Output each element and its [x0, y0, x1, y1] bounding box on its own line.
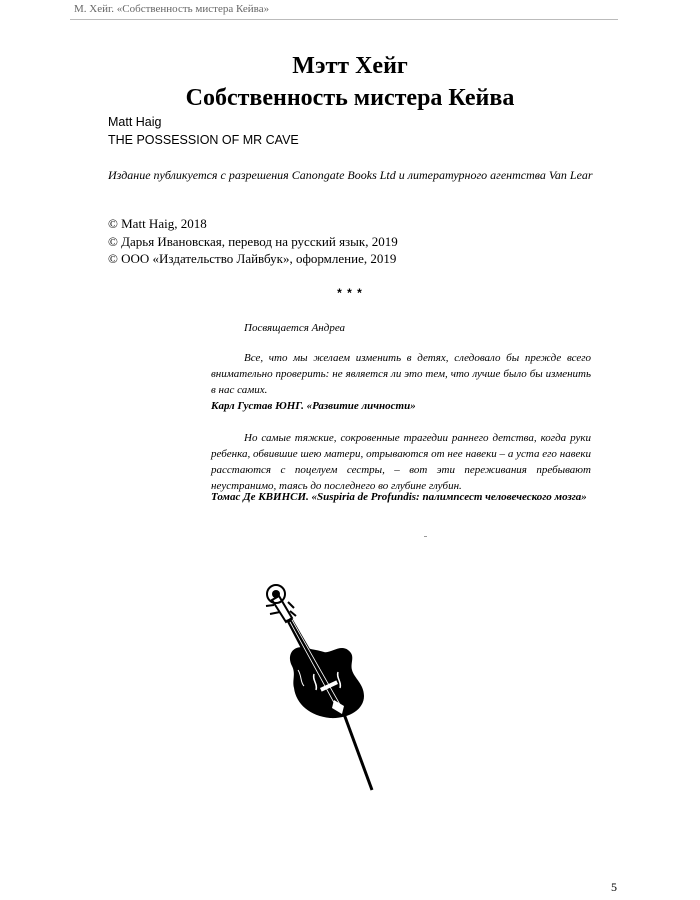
- epigraph-text: Но самые тяжкие, сокровенные трагедии раннего детства, когда руки ребенка, обвившие шею матери, отрываются от нее навеки – а уста его навеки расстаются с поцелуем сестры, – вот эти переживания пребывают неустранимо, таясь до последнего во глубине глубин.: [211, 432, 591, 492]
- header-rule: [70, 19, 618, 20]
- copyright-line: © Дарья Ивановская, перевод на русский язык, 2019: [108, 234, 398, 249]
- epigraph-text: Все, что мы желаем изменить в детях, следовало бы прежде всего внимательно проверить: не является ли это тем, что лучше было бы изменить в нас самих.: [211, 352, 591, 396]
- original-author: Matt Haig: [108, 115, 162, 129]
- running-header: М. Хейг. «Собственность мистера Кейва»: [74, 3, 270, 15]
- cello-illustration: [252, 578, 402, 793]
- epigraph-attribution: Карл Густав ЮНГ. «Развитие личности»: [211, 400, 416, 412]
- copyright-line: © ООО «Издательство Лайвбук», оформление, 2019: [108, 251, 397, 266]
- page-number: 5: [611, 880, 617, 894]
- copyright-line: © Matt Haig, 2018: [108, 216, 207, 231]
- cello-scroll: [266, 585, 296, 622]
- dedication: Посвящается Андреа: [244, 322, 346, 334]
- stray-mark: [424, 536, 427, 537]
- publication-notice: Издание публикуется с разрешения Canongate Books Ltd и литературного агентства Van Lear: [108, 168, 593, 182]
- epigraph-attribution: Томас Де КВИНСИ. «Suspiria de Profundis: палимпсест человеческого мозга»: [211, 491, 587, 503]
- book-author: Мэтт Хейг: [292, 53, 408, 79]
- section-separator: * * *: [337, 286, 363, 300]
- cello-body: [290, 647, 364, 718]
- original-title: THE POSSESSION OF MR CAVE: [108, 133, 299, 147]
- book-title: Собственность мистера Кейва: [185, 85, 515, 111]
